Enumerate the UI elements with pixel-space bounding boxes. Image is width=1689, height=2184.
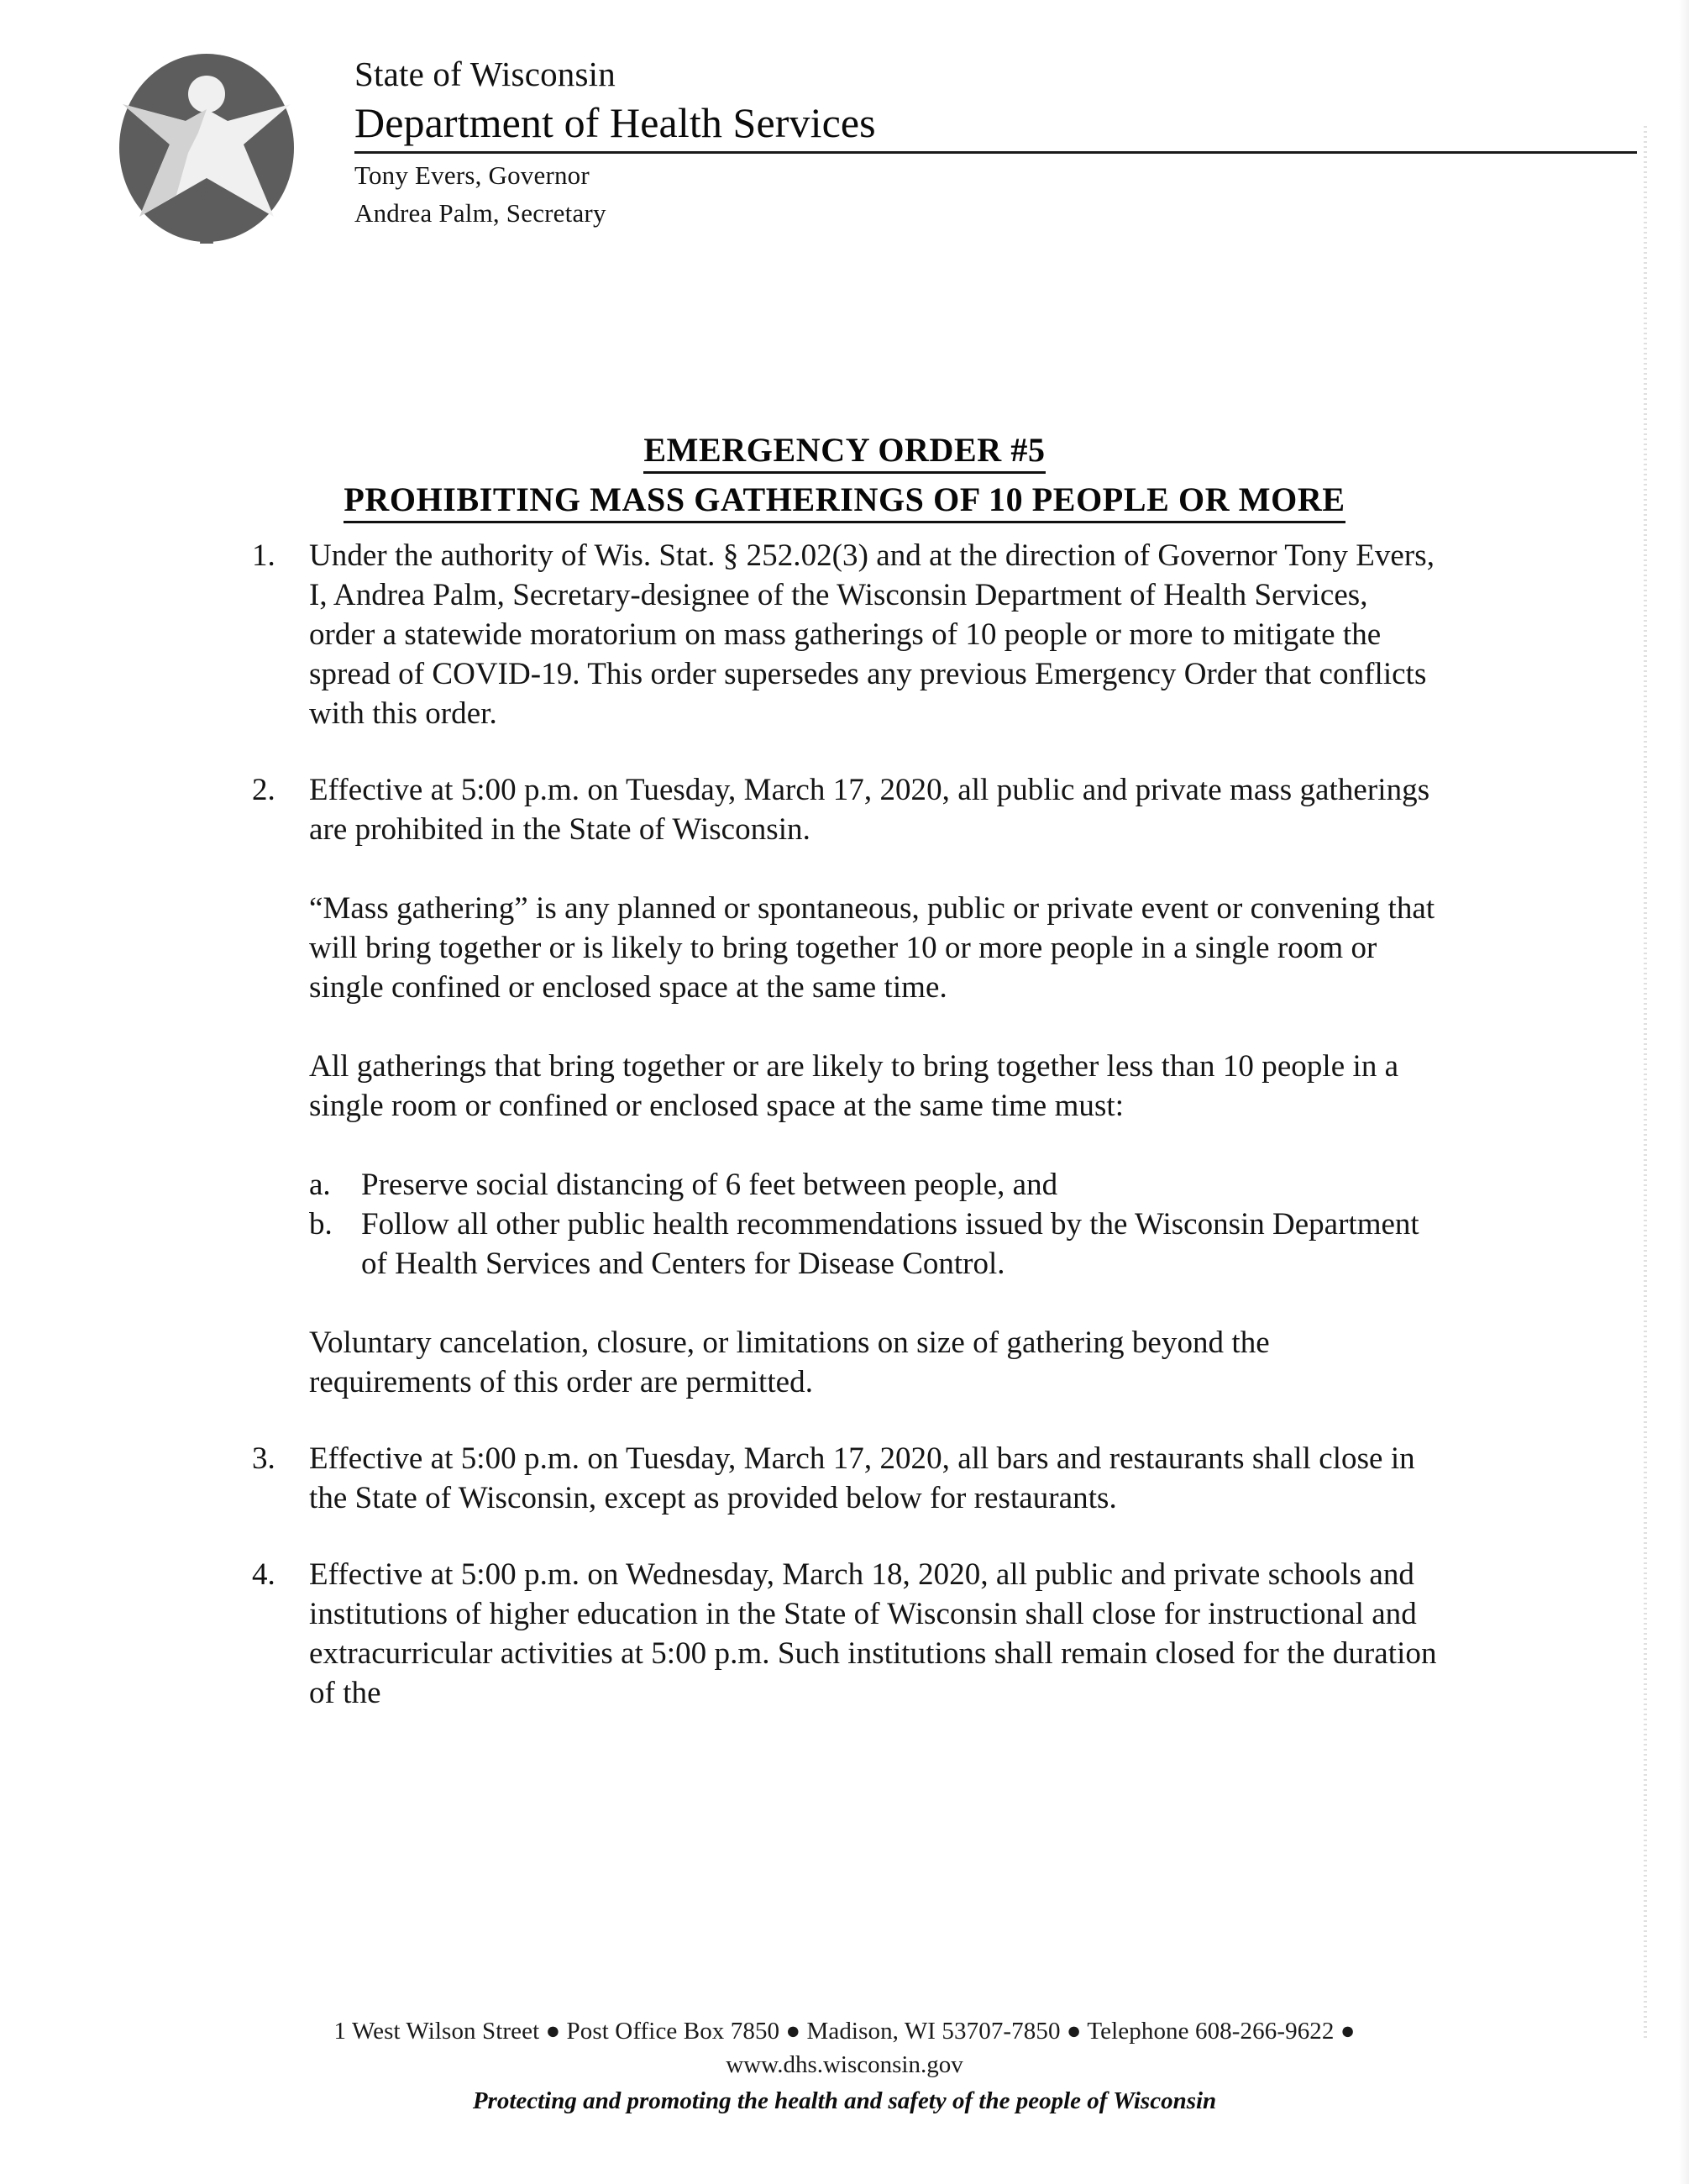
mass-gathering-definition-paragraph: “Mass gathering” is any planned or spontaneous, public or private event or convening that will bring together or is likely to bring together 10 or more people in a single room or single confined or enclosed space at the same time. — [309, 891, 1435, 1005]
sub-item-text: Preserve social distancing of 6 feet between people, and — [361, 1168, 1058, 1202]
footer-website[interactable]: www.dhs.wisconsin.gov — [726, 2051, 963, 2078]
item-marker: 2. — [252, 773, 275, 807]
numbered-provision-list — [0, 536, 1689, 1713]
sub-item-marker: b. — [309, 1207, 333, 1242]
letterhead-secretary: Andrea Palm, Secretary — [354, 198, 606, 228]
list-item — [0, 536, 1689, 733]
list-item — [0, 1439, 1689, 1518]
small-gathering-requirements-paragraph: All gatherings that bring together or are likely to bring together less than 10 people in a single room or confined or enclosed space at the same time must: — [309, 1049, 1399, 1123]
list-item — [0, 1555, 1689, 1713]
list-item — [0, 770, 1689, 1402]
order-title-block — [0, 430, 1689, 523]
sub-list-item — [309, 1165, 1439, 1205]
footer-tagline: Protecting and promoting the health and safety of the people of Wisconsin — [472, 2087, 1217, 2114]
item-paragraph: Under the authority of Wis. Stat. § 252.02(3) and at the direction of Governor Tony Evers, I, Andrea Palm, Secretary-designee of the Wisconsin Department of Health Services, order a statewide moratorium on mass gatherings of 10 people or more to mitigate the spread of COVID-19. This order supersedes any previous Emergency Order that conflicts with this order. — [309, 538, 1435, 731]
dhs-person-star-oval-logo-icon — [118, 52, 296, 244]
item-paragraph: Effective at 5:00 p.m. on Tuesday, March 17, 2020, all public and private mass gatherings are prohibited in the State of Wisconsin. — [309, 773, 1430, 847]
voluntary-cancelation-paragraph: Voluntary cancelation, closure, or limitations on size of gathering beyond the requirements of this order are permitted. — [309, 1326, 1270, 1399]
item-body — [309, 1555, 1439, 1713]
item-marker: 3. — [252, 1441, 275, 1476]
letterhead-state-line: State of Wisconsin — [354, 55, 616, 93]
sub-item-marker: a. — [309, 1168, 331, 1202]
sub-item-text: Follow all other public health recommendations issued by the Wisconsin Department of Health Services and Centers for Disease Control. — [361, 1207, 1419, 1281]
item-body — [309, 536, 1439, 733]
item-body — [309, 770, 1439, 1402]
letterhead — [118, 52, 1646, 254]
letterhead-divider — [354, 151, 1637, 154]
footer-address-line: 1 West Wilson Street ● Post Office Box 7850 ● Madison, WI 53707-7850 ● Telephone 608-266-9622 ● — [333, 2018, 1356, 2045]
item-body — [309, 1439, 1439, 1518]
item-marker: 4. — [252, 1557, 275, 1592]
item-paragraph: Effective at 5:00 p.m. on Wednesday, March 18, 2020, all public and private schools and institutions of higher education in the State of Wisconsin shall close for instructional and extracurricular activities at 5:00 p.m. Such institutions shall remain closed for the duration of the — [309, 1557, 1437, 1710]
order-title-line-1: EMERGENCY ORDER #5 — [643, 430, 1045, 474]
order-title-line-2: PROHIBITING MASS GATHERINGS OF 10 PEOPLE OR MORE — [344, 480, 1345, 523]
letterhead-governor: Tony Evers, Governor — [354, 160, 590, 190]
letterhead-department-line: Department of Health Services — [354, 99, 876, 146]
item-paragraph: Effective at 5:00 p.m. on Tuesday, March 17, 2020, all bars and restaurants shall close in the State of Wisconsin, except as provided below for restaurants. — [309, 1441, 1415, 1515]
sub-list-item — [309, 1205, 1439, 1284]
lettered-subprovision-list — [309, 1165, 1439, 1284]
dhs-logo — [118, 52, 296, 244]
letterhead-text — [354, 52, 1648, 229]
item-marker: 1. — [252, 538, 275, 573]
page-footer — [0, 2014, 1689, 2118]
order-body — [0, 536, 1689, 1713]
paragraph-spacer — [309, 1284, 1439, 1323]
